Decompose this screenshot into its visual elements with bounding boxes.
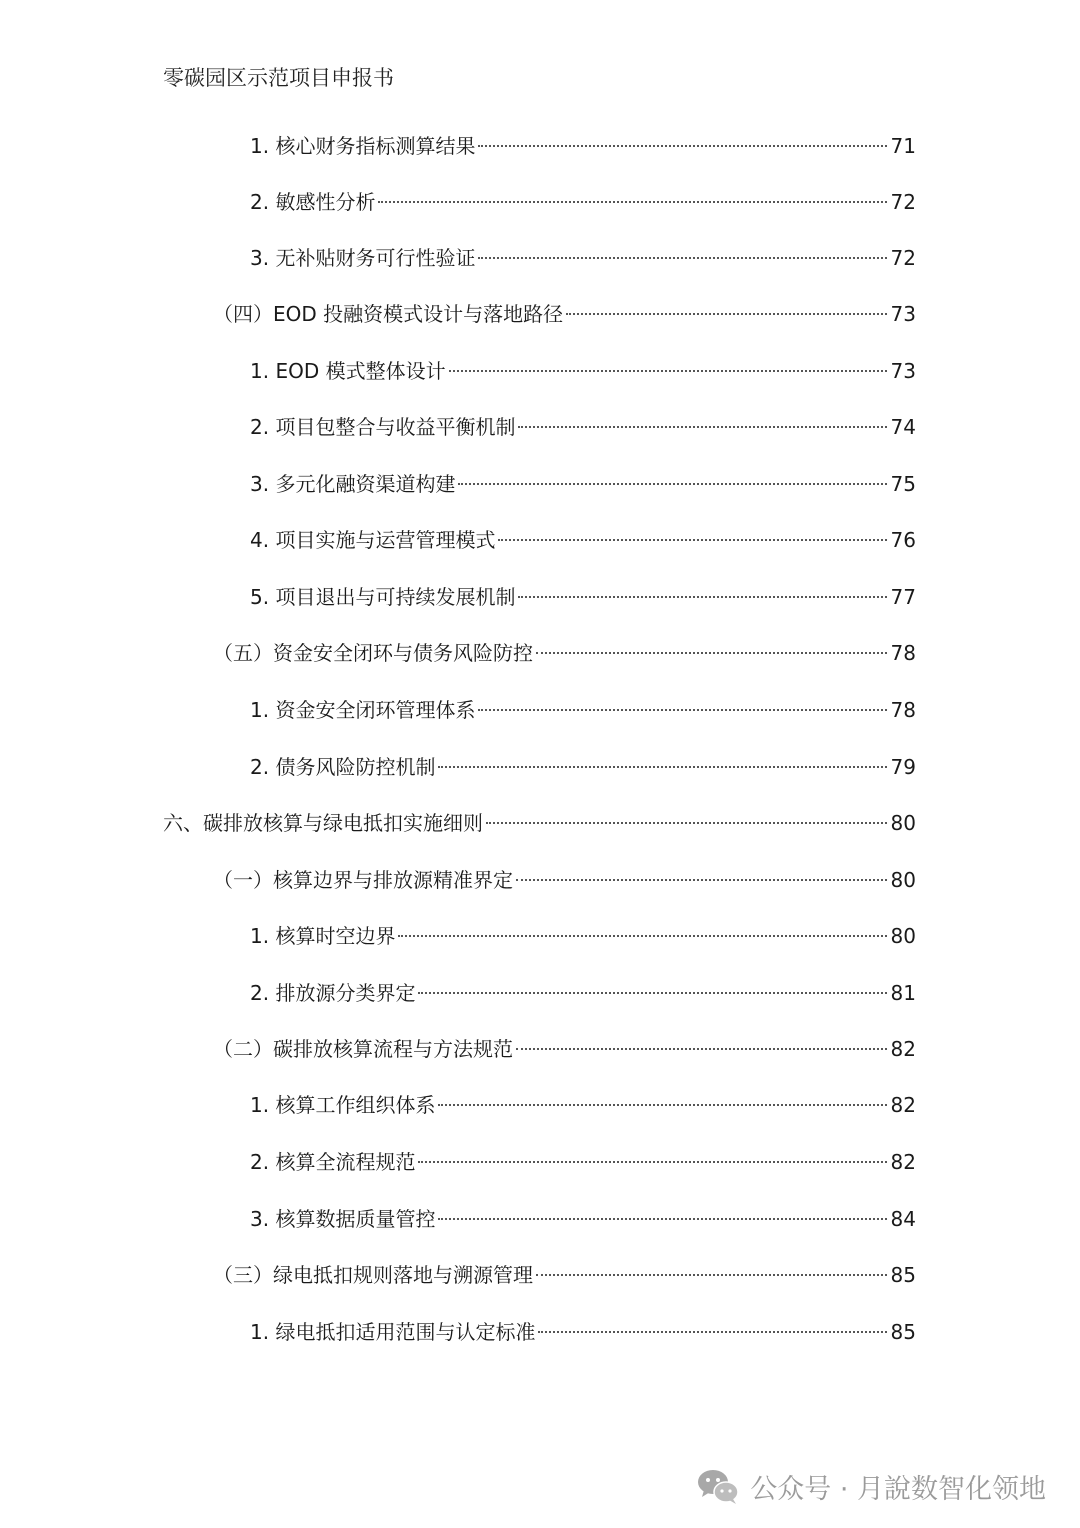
toc-dot-leader <box>458 483 886 485</box>
toc-page-number: 73 <box>890 359 916 383</box>
toc-entry[interactable] <box>250 467 916 501</box>
toc-dot-leader <box>518 426 886 428</box>
toc-entry-title: 3. 无补贴财务可行性验证 <box>250 246 476 270</box>
watermark-text: 公众号 · 月說数智化领地 <box>750 1473 1046 1505</box>
toc-dot-leader <box>498 539 886 541</box>
toc-entry[interactable] <box>250 410 916 444</box>
toc-page-number: 80 <box>890 924 916 948</box>
toc-entry[interactable] <box>250 129 916 163</box>
toc-entry[interactable] <box>250 185 916 219</box>
toc-entry[interactable] <box>250 919 916 953</box>
toc-entry-title: （一）核算边界与排放源精准界定 <box>213 868 513 892</box>
toc-dot-leader <box>486 822 887 824</box>
toc-dot-leader <box>378 201 886 203</box>
toc-entry[interactable] <box>213 636 916 670</box>
toc-page-number: 85 <box>890 1320 916 1344</box>
toc-page-number: 84 <box>890 1207 916 1231</box>
toc-entry[interactable] <box>250 523 916 557</box>
toc-entry-title: 2. 核算全流程规范 <box>250 1150 416 1174</box>
toc-entry-title: 3. 多元化融资渠道构建 <box>250 472 456 496</box>
toc-entry[interactable] <box>250 1315 916 1349</box>
toc-page-number: 78 <box>890 641 916 665</box>
toc-dot-leader <box>478 709 886 711</box>
toc-dot-leader <box>418 992 886 994</box>
toc-entry-title: 1. 核算时空边界 <box>250 924 396 948</box>
toc-entry-title: 2. 债务风险防控机制 <box>250 755 436 779</box>
toc-dot-leader <box>536 652 887 654</box>
toc-page-number: 80 <box>890 868 916 892</box>
toc-entry[interactable] <box>250 241 916 275</box>
toc-entry-title: 2. 项目包整合与收益平衡机制 <box>250 415 516 439</box>
toc-entry-title: （四）EOD 投融资模式设计与落地路径 <box>213 302 564 326</box>
toc-entry[interactable] <box>250 750 916 784</box>
toc-entry-title: 3. 核算数据质量管控 <box>250 1207 436 1231</box>
toc-entry-title: 1. 绿电抵扣适用范围与认定标准 <box>250 1320 536 1344</box>
toc-page-number: 79 <box>890 755 916 779</box>
toc-page-number: 76 <box>890 528 916 552</box>
toc-entry[interactable] <box>250 693 916 727</box>
toc-entry[interactable] <box>250 1088 916 1122</box>
toc-entry-title: （三）绿电抵扣规则落地与溯源管理 <box>213 1263 533 1287</box>
toc-entry-title: 5. 项目退出与可持续发展机制 <box>250 585 516 609</box>
toc-page-number: 80 <box>890 811 916 835</box>
toc-page-number: 72 <box>890 246 916 270</box>
toc-page-number: 75 <box>890 472 916 496</box>
toc-page-number: 82 <box>890 1037 916 1061</box>
toc-page-number: 73 <box>890 302 916 326</box>
toc-dot-leader <box>478 145 886 147</box>
toc-entry-title: 1. EOD 模式整体设计 <box>250 359 446 383</box>
toc-dot-leader <box>438 1104 886 1106</box>
toc-entry-title: 2. 敏感性分析 <box>250 190 376 214</box>
watermark <box>696 1464 1046 1508</box>
toc-page-number: 82 <box>890 1150 916 1174</box>
toc-page-number: 82 <box>890 1093 916 1117</box>
toc-dot-leader <box>518 596 886 598</box>
toc-page-number: 72 <box>890 190 916 214</box>
toc-entry[interactable] <box>250 976 916 1010</box>
toc-page-number: 85 <box>890 1263 916 1287</box>
toc-entry[interactable] <box>250 354 916 388</box>
toc-dot-leader <box>478 257 886 259</box>
toc-entry-title: （二）碳排放核算流程与方法规范 <box>213 1037 513 1061</box>
toc-entry-title: 1. 核心财务指标测算结果 <box>250 134 476 158</box>
toc-entry[interactable] <box>213 1032 916 1066</box>
toc-entry[interactable] <box>213 297 916 331</box>
toc-entry[interactable] <box>250 1202 916 1236</box>
toc-dot-leader <box>536 1274 887 1276</box>
toc-dot-leader <box>538 1331 886 1333</box>
toc-entry-title: 1. 资金安全闭环管理体系 <box>250 698 476 722</box>
toc-dot-leader <box>566 313 886 315</box>
toc-dot-leader <box>449 370 887 372</box>
toc-entry[interactable] <box>250 580 916 614</box>
toc-entry[interactable] <box>213 863 916 897</box>
toc-dot-leader <box>516 1048 887 1050</box>
toc-entry[interactable] <box>163 806 916 840</box>
toc-page-number: 71 <box>890 134 916 158</box>
toc-entry[interactable] <box>250 1145 916 1179</box>
toc-page-number: 78 <box>890 698 916 722</box>
toc-dot-leader <box>398 935 886 937</box>
toc-dot-leader <box>438 766 886 768</box>
toc-dot-leader <box>516 879 887 881</box>
toc-entry-title: 2. 排放源分类界定 <box>250 981 416 1005</box>
toc-page-number: 81 <box>890 981 916 1005</box>
toc-page-number: 77 <box>890 585 916 609</box>
toc-page-number: 74 <box>890 415 916 439</box>
toc-entry-title: （五）资金安全闭环与债务风险防控 <box>213 641 533 665</box>
toc-entry[interactable] <box>213 1258 916 1292</box>
toc-entry-title: 1. 核算工作组织体系 <box>250 1093 436 1117</box>
toc-entry-title: 4. 项目实施与运营管理模式 <box>250 528 496 552</box>
wechat-icon <box>696 1467 740 1505</box>
toc-entry-title: 六、碳排放核算与绿电抵扣实施细则 <box>163 811 483 835</box>
running-header: 零碳园区示范项目申报书 <box>163 66 394 90</box>
toc-dot-leader <box>438 1218 886 1220</box>
toc-dot-leader <box>418 1161 886 1163</box>
